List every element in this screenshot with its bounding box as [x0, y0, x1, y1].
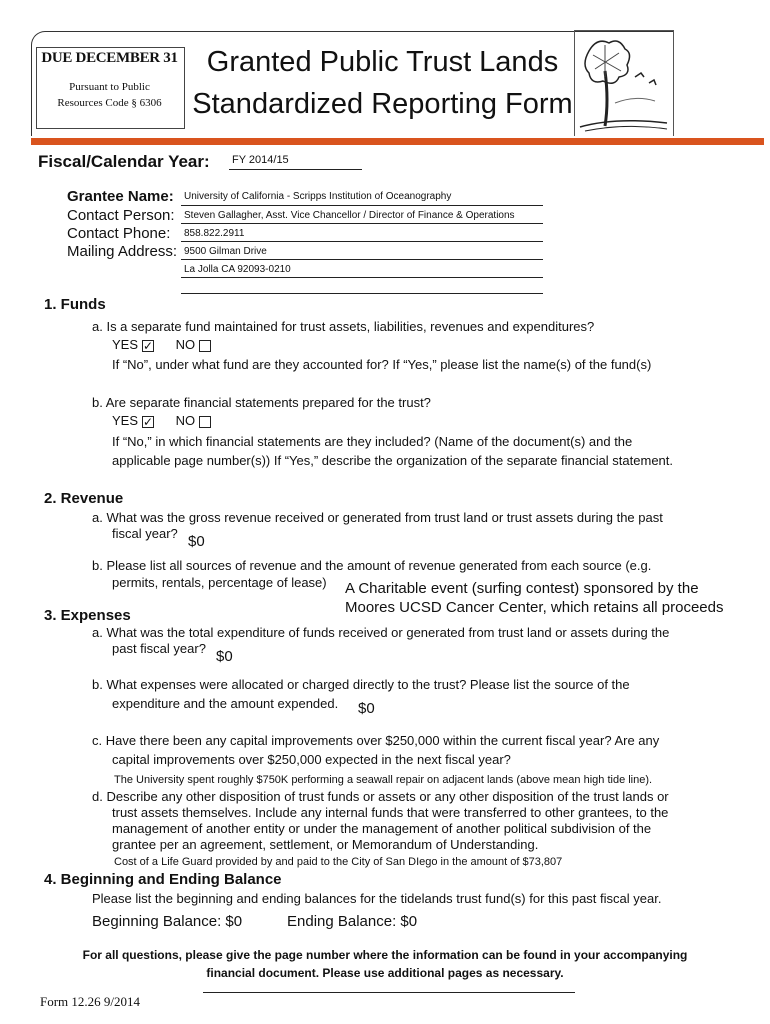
- ending-balance[interactable]: Ending Balance: $0: [287, 913, 418, 930]
- contact-phone-label: Contact Phone:: [67, 225, 171, 242]
- footer-instructions: [40, 946, 730, 982]
- funds-b-followup-line1: If “No,” in which financial statements are they included? (Name of the document(s) and the: [112, 434, 633, 449]
- contact-phone-underline: [181, 241, 543, 242]
- grantee-name-label: Grantee Name:: [67, 188, 174, 205]
- due-date-label: DUE DECEMBER 31: [41, 50, 178, 66]
- expenses-question-d-line2: trust assets themselves. Include any internal funds that were transferred to other grantees, to the: [112, 805, 669, 820]
- funds-a-yes-checkbox[interactable]: [142, 340, 154, 352]
- contact-phone-field[interactable]: 858.822.2911: [184, 228, 245, 239]
- mailing-address-line2-underline: [181, 277, 543, 278]
- section-balance-heading: 4. Beginning and Ending Balance: [44, 871, 282, 888]
- funds-a-answer-row: [112, 336, 211, 354]
- funds-b-followup-line2: applicable page number(s)) If “Yes,” describe the organization of the separate financial statement.: [112, 453, 674, 468]
- form-title-line1: Granted Public Trust Lands: [206, 46, 559, 78]
- mailing-address-line1-field[interactable]: 9500 Gilman Drive: [184, 246, 267, 257]
- yes-label: YES: [112, 413, 139, 428]
- section-expenses-heading: 3. Expenses: [44, 607, 131, 624]
- footer-instructions-line2: financial document. Please use additional pages as necessary.: [206, 966, 564, 980]
- revenue-question-b-line2: permits, rentals, percentage of lease): [112, 575, 327, 590]
- revenue-b-answer-line2[interactable]: Moores UCSD Cancer Center, which retains all proceeds: [345, 599, 724, 616]
- revenue-question-a-line2: fiscal year?: [112, 526, 178, 541]
- fiscal-year-label: Fiscal/Calendar Year:: [38, 152, 210, 171]
- revenue-question-a-line1: a. What was the gross revenue received or generated from trust land or trust assets during the past: [92, 510, 663, 525]
- expenses-question-b-line2: expenditure and the amount expended.: [112, 696, 339, 711]
- funds-question-a: a. Is a separate fund maintained for trust assets, liabilities, revenues and expenditures?: [92, 319, 595, 334]
- beginning-balance[interactable]: Beginning Balance: $0: [92, 913, 243, 930]
- state-lands-logo: [574, 30, 674, 136]
- funds-b-answer-row: [112, 412, 211, 430]
- expenses-question-c-line2: capital improvements over $250,000 expected in the next fiscal year?: [112, 752, 511, 767]
- no-label: NO: [175, 413, 196, 428]
- expenses-question-d-line1: d. Describe any other disposition of trust funds or assets or any other disposition of the trust lands or: [92, 789, 669, 804]
- expenses-question-b-line1: b. What expenses were allocated or charged directly to the trust? Please list the source of the: [92, 677, 630, 692]
- funds-question-b: b. Are separate financial statements prepared for the trust?: [92, 395, 431, 410]
- fiscal-year-underline: [229, 169, 362, 170]
- expenses-a-answer[interactable]: $0: [216, 648, 233, 665]
- funds-b-no-checkbox[interactable]: [199, 416, 211, 428]
- revenue-a-answer[interactable]: $0: [188, 533, 205, 550]
- expenses-question-a-line1: a. What was the total expenditure of funds received or generated from trust land or assets during the: [92, 625, 670, 640]
- section-funds-heading: 1. Funds: [44, 296, 106, 313]
- funds-a-followup: If “No”, under what fund are they accounted for? If “Yes,” please list the name(s) of the fund(s): [112, 357, 652, 372]
- form-title-line2: Standardized Reporting Form: [192, 88, 573, 120]
- contact-person-field[interactable]: Steven Gallagher, Asst. Vice Chancellor / Director of Finance & Operations: [184, 210, 515, 221]
- mailing-address-label: Mailing Address:: [67, 243, 178, 260]
- balance-question: Please list the beginning and ending balances for the tidelands trust fund(s) for this past fiscal year.: [92, 891, 662, 906]
- section-revenue-heading: 2. Revenue: [44, 490, 124, 507]
- revenue-b-answer-line1[interactable]: A Charitable event (surfing contest) sponsored by the: [345, 580, 699, 597]
- expenses-c-answer[interactable]: The University spent roughly $750K performing a seawall repair on adjacent lands (above mean high tide line).: [114, 774, 653, 786]
- signature-line: [203, 992, 575, 993]
- tree-logo-icon: [575, 31, 673, 135]
- expenses-question-d-line3: management of another entity or under the management of another political subdivision of the: [112, 821, 652, 836]
- expenses-question-a-line2: past fiscal year?: [112, 641, 206, 656]
- expenses-d-answer[interactable]: Cost of a Life Guard provided by and paid to the City of San DIego in the amount of $73,807: [114, 856, 563, 868]
- yes-label: YES: [112, 337, 139, 352]
- form-number: Form 12.26 9/2014: [40, 994, 141, 1009]
- no-label: NO: [175, 337, 196, 352]
- fiscal-year-field[interactable]: FY 2014/15: [232, 154, 289, 166]
- expenses-question-d-line4: grantee per an agreement, settlement, or Memorandum of Understanding.: [112, 837, 539, 852]
- mailing-address-line1-underline: [181, 259, 543, 260]
- expenses-question-c-line1: c. Have there been any capital improvements over $250,000 within the current fiscal year? Are any: [92, 733, 660, 748]
- header-accent-bar: [31, 138, 764, 145]
- grantee-name-field[interactable]: University of California - Scripps Institution of Oceanography: [184, 191, 452, 202]
- due-date-citation-line2: Resources Code § 6306: [57, 97, 162, 109]
- footer-instructions-line1: For all questions, please give the page number where the information can be found in your accompanying: [82, 948, 688, 962]
- mailing-address-line2-field[interactable]: La Jolla CA 92093-0210: [184, 264, 291, 275]
- contact-person-label: Contact Person:: [67, 207, 175, 224]
- grantee-name-underline: [181, 205, 543, 206]
- contact-person-underline: [181, 223, 543, 224]
- revenue-question-b-line1: b. Please list all sources of revenue and the amount of revenue generated from each source (e.g.: [92, 558, 652, 573]
- expenses-b-answer[interactable]: $0: [358, 700, 375, 717]
- funds-b-yes-checkbox[interactable]: [142, 416, 154, 428]
- due-date-citation-line1: Pursuant to Public: [69, 81, 150, 93]
- funds-a-no-checkbox[interactable]: [199, 340, 211, 352]
- mailing-address-line3-underline: [181, 293, 543, 294]
